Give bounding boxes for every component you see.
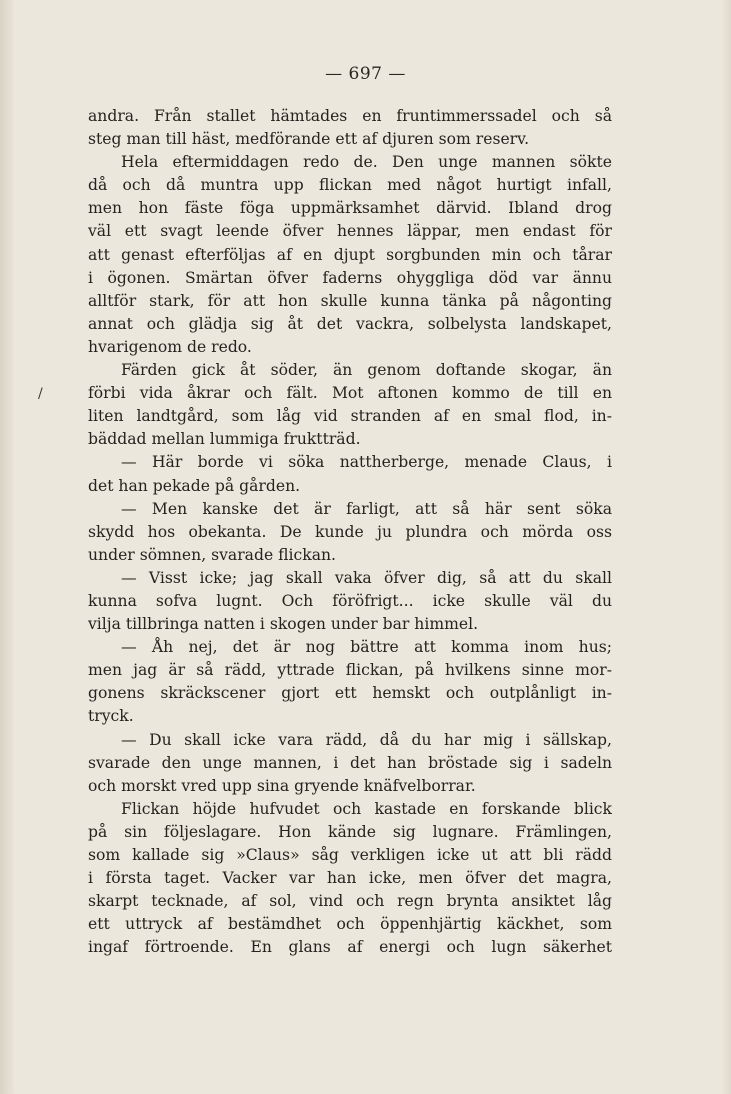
text-line: under sömnen, svarade flickan. bbox=[88, 545, 337, 564]
text-line: vilja tillbringa natten i skogen under bar himmel. bbox=[88, 615, 479, 634]
text-line: bäddad mellan lummiga fruktträd. bbox=[88, 430, 361, 449]
text-line: alltför stark, för att hon skulle kunna tänka på någonting bbox=[88, 291, 612, 310]
text-line: — Du skall icke vara rädd, då du har mig i sällskap, bbox=[121, 730, 612, 749]
page-gutter bbox=[0, 0, 14, 1094]
text-line: andra. Från stallet hämtades en fruntimmerssadel och så bbox=[88, 107, 612, 125]
text-line: kunna sofva lugnt. Och föröfrigt... icke skulle väl du bbox=[88, 591, 612, 610]
body-text bbox=[88, 105, 612, 959]
text-line: annat och glädja sig åt det vackra, solbelysta landskapet, bbox=[88, 314, 612, 333]
text-line: gonens skräckscener gjort ett hemskt och outplånligt in- bbox=[88, 684, 612, 703]
text-line: men jag är så rädd, yttrade flickan, på hvilkens sinne mor- bbox=[88, 661, 612, 680]
text-line: Färden gick åt söder, än genom doftande skogar, än bbox=[121, 361, 612, 380]
text-line: ett uttryck af bestämdhet och öppenhjärtig käckhet, som bbox=[88, 915, 612, 934]
text-line: ingaf förtroende. En glans af energi och lugn säkerhet bbox=[88, 938, 612, 957]
text-line: — Men kanske det är farligt, att så här sent söka bbox=[121, 499, 612, 518]
text-line: då och då muntra upp flickan med något hurtigt infall, bbox=[88, 176, 612, 195]
text-line: och morskt vred upp sina gryende knäfvelborrar. bbox=[88, 776, 476, 795]
text-line: på sin följeslagare. Hon kände sig lugnare. Främlingen, bbox=[88, 822, 612, 841]
text-line: skydd hos obekanta. De kunde ju plundra och mörda oss bbox=[88, 522, 612, 541]
text-line: steg man till häst, medförande ett af djuren som reserv. bbox=[88, 130, 530, 149]
text-line: liten landtgård, som låg vid stranden af en smal flod, in- bbox=[88, 407, 612, 426]
text-line: att genast efterföljas af en djupt sorgbunden min och tårar bbox=[88, 245, 612, 264]
text-line: som kallade sig »Claus» såg verkligen icke ut att bli rädd bbox=[88, 846, 612, 864]
margin-mark: / bbox=[38, 386, 43, 402]
text-line: svarade den unge mannen, i det han bröstade sig i sadeln bbox=[88, 753, 612, 772]
text-line: men hon fäste föga uppmärksamhet därvid. Ibland drog bbox=[88, 199, 612, 218]
text-line: Hela eftermiddagen redo de. Den unge mannen sökte bbox=[121, 153, 612, 172]
text-line: tryck. bbox=[88, 707, 134, 726]
text-line: — Visst icke; jag skall vaka öfver dig, så att du skall bbox=[121, 568, 612, 587]
text-line: — Åh nej, det är nog bättre att komma inom hus; bbox=[121, 638, 612, 657]
text-line: i ögonen. Smärtan öfver faderns ohyggliga död var ännu bbox=[88, 268, 612, 287]
text-line: förbi vida åkrar och fält. Mot aftonen kommo de till en bbox=[88, 384, 612, 403]
text-line: hvarigenom de redo. bbox=[88, 337, 252, 356]
page-number: — 697 — bbox=[325, 64, 406, 84]
text-line: — Här borde vi söka nattherberge, menade Claus, i bbox=[121, 453, 612, 472]
text-line: väl ett svagt leende öfver hennes läppar, men endast för bbox=[88, 222, 612, 241]
page-edge bbox=[721, 0, 731, 1094]
text-line: det han pekade på gården. bbox=[88, 476, 301, 495]
text-line: skarpt tecknade, af sol, vind och regn brynta ansiktet låg bbox=[88, 892, 612, 911]
text-line: i första taget. Vacker var han icke, men öfver det magra, bbox=[88, 869, 612, 888]
text-line: Flickan höjde hufvudet och kastade en forskande blick bbox=[121, 799, 612, 818]
